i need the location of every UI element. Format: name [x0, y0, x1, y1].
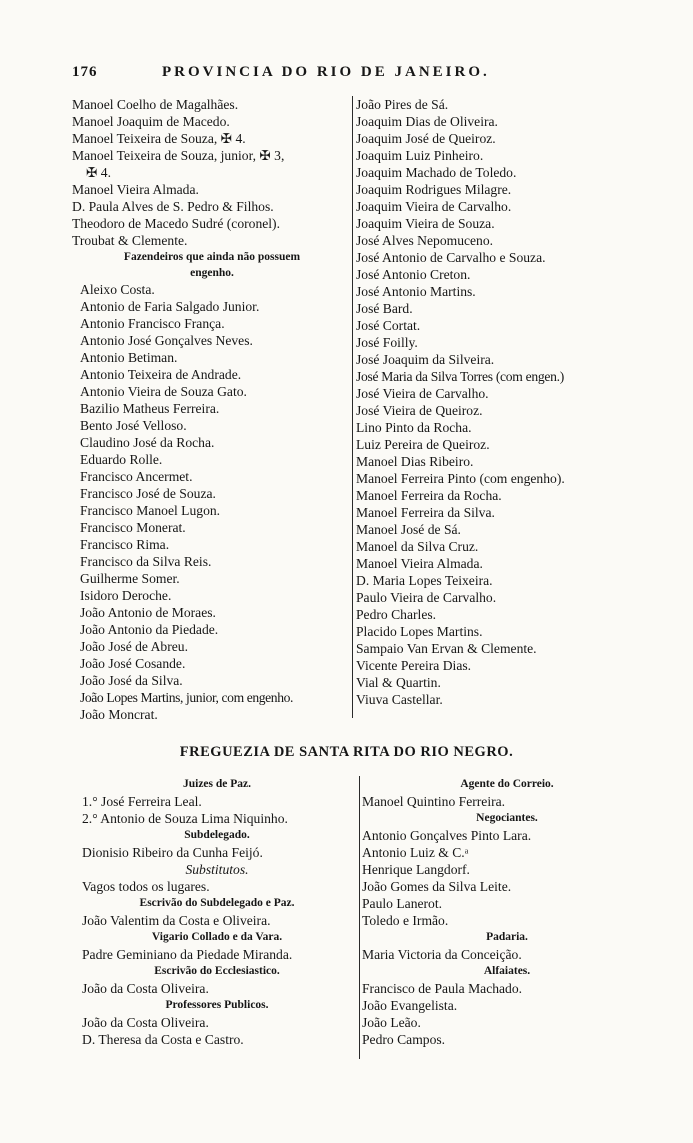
list-item: José Alves Nepomuceno.	[356, 233, 494, 248]
list-item: João Antonio de Moraes.	[80, 605, 216, 620]
list-item: Joaquim Vieira de Souza.	[356, 216, 495, 231]
list-item: Joaquim Dias de Oliveira.	[356, 114, 498, 129]
list-item: Joaquim Vieira de Carvalho.	[356, 199, 512, 214]
subheading: Subdelegado.	[184, 829, 250, 841]
list-item: João Moncrat.	[80, 707, 158, 722]
list-item: Dionisio Ribeiro da Cunha Feijó.	[82, 845, 263, 860]
page-header	[72, 64, 632, 86]
list-item: Antonio Gonçalves Pinto Lara.	[362, 828, 532, 843]
right-column-upper	[356, 96, 646, 708]
subheading: Negociantes.	[476, 812, 538, 824]
list-item: Pedro Charles.	[356, 607, 437, 622]
right-column-lower	[362, 776, 652, 1048]
list-item: Antonio José Gonçalves Neves.	[80, 333, 253, 348]
list-item: Francisco Ancermet.	[80, 469, 193, 484]
list-item: Manoel Teixeira de Souza, ✠ 4.	[72, 131, 246, 146]
column-divider	[359, 776, 360, 1059]
subheading: Juizes de Paz.	[182, 778, 252, 790]
list-item: Manoel Ferreira Pinto (com engenho).	[356, 471, 565, 486]
list-item: Paulo Vieira de Carvalho.	[356, 590, 497, 605]
list-item: Theodoro de Macedo Sudré (coronel).	[72, 216, 280, 231]
list-item: Joaquim Rodrigues Milagre.	[356, 182, 512, 197]
list-item: Joaquim José de Queiroz.	[356, 131, 496, 146]
list-item: Manoel José de Sá.	[356, 522, 461, 537]
list-item: Bento José Velloso.	[80, 418, 187, 433]
list-item: José Bard.	[356, 301, 413, 316]
list-item: Antonio Francisco França.	[80, 316, 225, 331]
list-item: José Foilly.	[356, 335, 418, 350]
list-item: D. Maria Lopes Teixeira.	[356, 573, 493, 588]
page-number: 176	[72, 64, 98, 80]
list-item: Francisco da Silva Reis.	[80, 554, 212, 569]
list-item: Francisco Rima.	[80, 537, 170, 552]
list-item: Manoel Ferreira da Rocha.	[356, 488, 502, 503]
list-item: Luiz Pereira de Queiroz.	[356, 437, 490, 452]
list-item: João Lopes Martins, junior, com engenho.	[80, 690, 293, 705]
list-item: João Valentim da Costa e Oliveira.	[82, 913, 271, 928]
list-item: Guilherme Somer.	[80, 571, 180, 586]
list-item: João Gomes da Silva Leite.	[362, 879, 512, 894]
list-item: João José Cosande.	[80, 656, 186, 671]
list-item: Manoel Dias Ribeiro.	[356, 454, 474, 469]
list-item: Vagos todos os lugares.	[82, 879, 210, 894]
list-item: Sampaio Van Ervan & Clemente.	[356, 641, 537, 656]
list-item: João da Costa Oliveira.	[82, 981, 209, 996]
list-item: Aleixo Costa.	[80, 282, 155, 297]
list-item: 1.° José Ferreira Leal.	[82, 794, 202, 809]
list-item: Antonio de Faria Salgado Junior.	[80, 299, 260, 314]
list-item: José Antonio de Carvalho e Souza.	[356, 250, 546, 265]
list-item: 2.° Antonio de Souza Lima Niquinho.	[82, 811, 288, 826]
list-item: José Vieira de Queiroz.	[356, 403, 483, 418]
list-item: José Maria da Silva Torres (com engen.)	[356, 369, 564, 384]
list-item: Joaquim Machado de Toledo.	[356, 165, 517, 180]
list-item: Bazilio Matheus Ferreira.	[80, 401, 220, 416]
list-item: José Antonio Creton.	[356, 267, 471, 282]
list-item: D. Theresa da Costa e Castro.	[82, 1032, 244, 1047]
list-item: João José da Silva.	[80, 673, 183, 688]
list-item: Pedro Campos.	[362, 1032, 446, 1047]
subheading: Padaria.	[486, 931, 528, 943]
list-item: Manoel Joaquim de Macedo.	[72, 114, 230, 129]
list-item: Maria Victoria da Conceição.	[362, 947, 522, 962]
list-item: Manoel Coelho de Magalhães.	[72, 97, 239, 112]
list-item: D. Paula Alves de S. Pedro & Filhos.	[72, 199, 274, 214]
list-item: Francisco Monerat.	[80, 520, 186, 535]
list-item: Vicente Pereira Dias.	[356, 658, 472, 673]
list-item: João José de Abreu.	[80, 639, 188, 654]
list-item: João da Costa Oliveira.	[82, 1015, 209, 1030]
list-item: José Cortat.	[356, 318, 421, 333]
list-item: José Vieira de Carvalho.	[356, 386, 489, 401]
list-item: José Joaquim da Silveira.	[356, 352, 495, 367]
list-item: Francisco de Paula Machado.	[362, 981, 523, 996]
list-item: Joaquim Luiz Pinheiro.	[356, 148, 484, 163]
list-item: Henrique Langdorf.	[362, 862, 470, 877]
list-item: Lino Pinto da Rocha.	[356, 420, 472, 435]
list-item: Manoel da Silva Cruz.	[356, 539, 479, 554]
list-item: Eduardo Rolle.	[80, 452, 163, 467]
list-item: Antonio Betiman.	[80, 350, 178, 365]
subheading: Agente do Correio.	[460, 778, 554, 790]
list-item: Viuva Castellar.	[356, 692, 443, 707]
list-item: Paulo Lanerot.	[362, 896, 443, 911]
subheading: Vigario Collado e da Vara.	[151, 931, 283, 943]
subheading: Fazendeiros que ainda não possuem	[123, 251, 301, 263]
list-item: Manoel Vieira Almada.	[356, 556, 483, 571]
list-item: Antonio Vieira de Souza Gato.	[80, 384, 247, 399]
list-item: Vial & Quartin.	[356, 675, 441, 690]
subheading: Escrivão do Ecclesiastico.	[154, 965, 280, 977]
section-title: FREGUEZIA DE SANTA RITA DO RIO NEGRO.	[179, 744, 514, 760]
subheading: Escrivão do Subdelegado e Paz.	[139, 897, 295, 909]
list-item: Manoel Vieira Almada.	[72, 182, 199, 197]
left-column-upper	[72, 96, 352, 723]
list-item: Antonio Luiz & C.ᵃ	[362, 845, 469, 860]
list-item: Padre Geminiano da Piedade Miranda.	[82, 947, 293, 962]
column-divider	[352, 96, 353, 718]
list-item: Antonio Teixeira de Andrade.	[80, 367, 242, 382]
list-item: Isidoro Deroche.	[80, 588, 172, 603]
running-title: PROVINCIA DO RIO DE JANEIRO.	[162, 64, 490, 80]
left-column-lower	[82, 776, 352, 1048]
list-item: João Pires de Sá.	[356, 97, 449, 112]
list-item: Placido Lopes Martins.	[356, 624, 483, 639]
list-item: José Antonio Martins.	[356, 284, 476, 299]
list-item: Manoel Quintino Ferreira.	[362, 794, 506, 809]
list-item: João Evangelista.	[362, 998, 458, 1013]
list-item: João Antonio da Piedade.	[80, 622, 219, 637]
subheading: Professores Publicos.	[165, 999, 269, 1011]
list-item: ✠ 4.	[86, 165, 111, 180]
subheading: Alfaiates.	[483, 965, 531, 977]
list-item: Claudino José da Rocha.	[80, 435, 215, 450]
list-item: Manoel Teixeira de Souza, junior, ✠ 3,	[72, 148, 285, 163]
subheading-italic: Substitutos.	[185, 862, 249, 877]
list-item: Francisco José de Souza.	[80, 486, 216, 501]
list-item: Manoel Ferreira da Silva.	[356, 505, 495, 520]
subheading: engenho.	[190, 267, 234, 279]
list-item: Francisco Manoel Lugon.	[80, 503, 221, 518]
list-item: Troubat & Clemente.	[72, 233, 188, 248]
list-item: Toledo e Irmão.	[362, 913, 449, 928]
list-item: João Leão.	[362, 1015, 421, 1030]
